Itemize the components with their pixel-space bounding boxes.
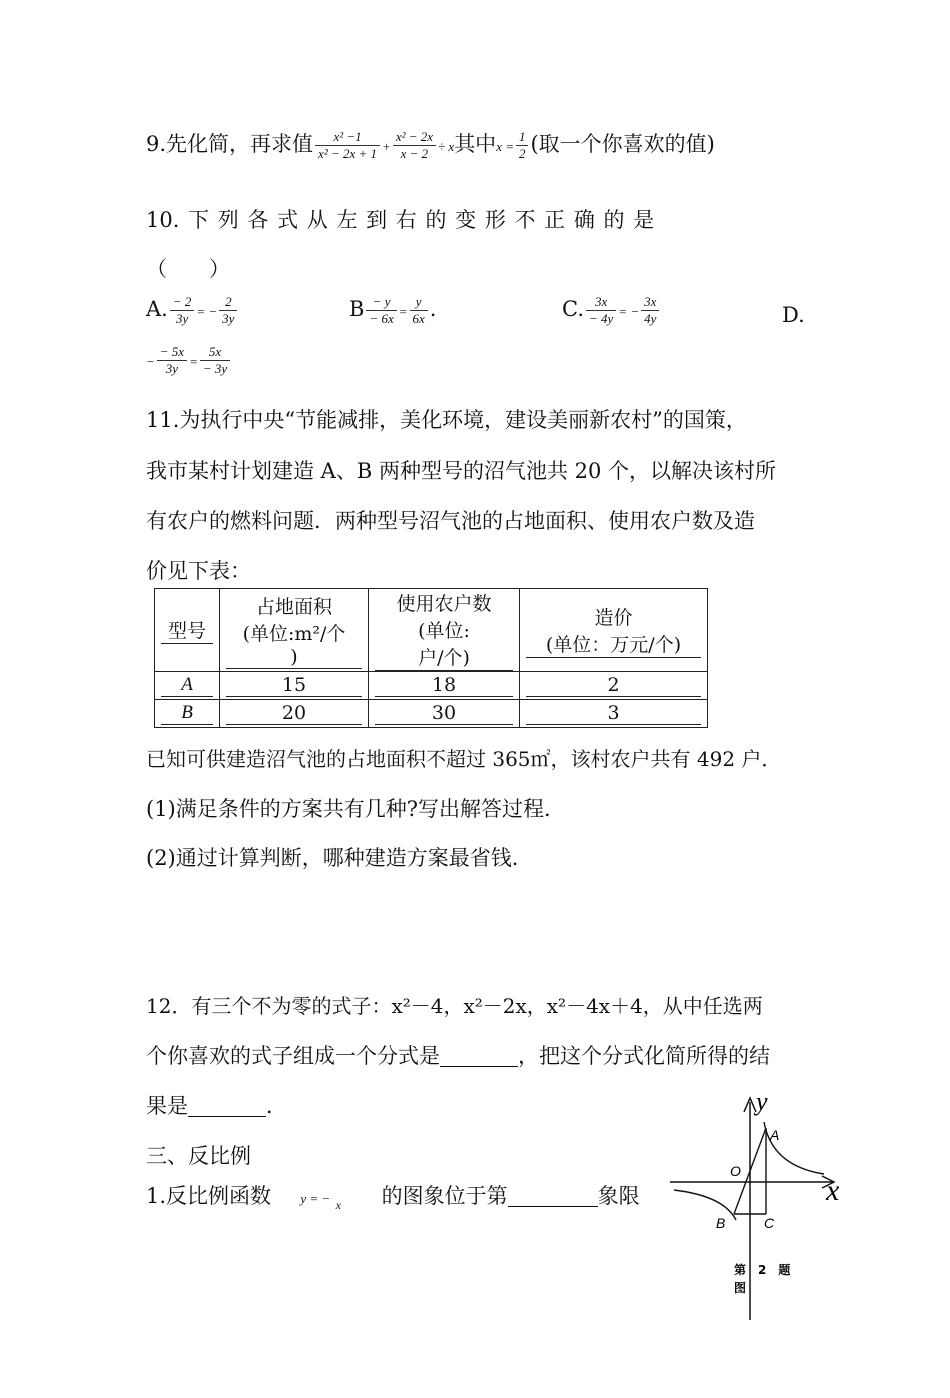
question-10-stem: 10. 下 列 各 式 从 左 到 右 的 变 形 不 正 确 的 是 bbox=[146, 208, 655, 232]
question-10-paren: （ ） bbox=[146, 257, 230, 281]
header-users: 使用农户数 (单位: 户/个) bbox=[369, 589, 520, 672]
header-model: 型号 bbox=[155, 589, 220, 672]
q10-option-b: B $\frac{- y}{- 6x}$ = $\frac{y}{6x}$ . bbox=[349, 294, 437, 326]
q12-line-2: 个你喜欢的式子组成一个分式是 ，把这个分式化简所得的结 bbox=[146, 1044, 770, 1068]
hyperbola-figure bbox=[664, 1088, 854, 1398]
q11-line-2: 我市某村计划建造 A、B 两种型号的沼气池共 20 个，以解决该村所 bbox=[146, 459, 777, 483]
header-cost: 造价 (单位：万元/个) bbox=[520, 589, 708, 672]
hyperbola-branch-q3 bbox=[674, 1190, 736, 1220]
q11-known: 已知可供建造沼气池的占地面积不超过 365㎡，该村农户共有 492 户． bbox=[146, 747, 782, 771]
section-title: 三、反比例 bbox=[146, 1144, 251, 1168]
point-c-label: C bbox=[764, 1215, 775, 1231]
table-row: A 15 18 2 bbox=[155, 672, 708, 700]
q11-line-4: 价见下表： bbox=[146, 559, 251, 583]
q12-line-3: 果是 ． bbox=[146, 1094, 287, 1118]
origin-label: O bbox=[730, 1163, 741, 1179]
point-a-label: A bbox=[770, 1127, 780, 1143]
q9-fraction-1: $\frac{\text{x² −1}}{\text{x² − 2x + 1}}$ bbox=[315, 129, 380, 162]
figure-caption-line-2: 图 bbox=[734, 1281, 747, 1295]
q10-option-c: C. $\frac{3x}{- 4y}$ = − $\frac{3x}{4y}$ bbox=[562, 294, 661, 327]
q12-line-1: 12．有三个不为零的式子：x²－4，x²－2x，x²－4x＋4，从中任选两 bbox=[146, 994, 763, 1018]
q10-option-d-label: D. bbox=[782, 303, 805, 327]
answer-blank-fraction[interactable] bbox=[440, 1046, 518, 1067]
question-9: 9.先化简，再求值 $\frac{\text{x² −1}}{\text{x² − 2x + 1}}$ + $\frac{\text{x² − 2x}}{x - 2}$ ÷ x其中x = $\frac{1}{2}$ (取一个你喜欢的值) bbox=[146, 129, 715, 161]
section3-q1: 1.反比例函数 y = − x 的图象位于第 象限 bbox=[146, 1184, 640, 1212]
table-header-row bbox=[155, 589, 708, 672]
q11-part-1: (1)满足条件的方案共有几种?写出解答过程． bbox=[146, 797, 566, 821]
y-axis-label: y bbox=[756, 1088, 768, 1116]
x-axis-label: x bbox=[826, 1174, 840, 1207]
q10-option-a: A. $\frac{- 2}{3y}$ = − $\frac{2}{3y}$ bbox=[146, 294, 239, 327]
point-b-label: B bbox=[716, 1215, 726, 1231]
biogas-spec-table bbox=[154, 588, 708, 728]
q9-prefix: 9.先化简，再求值 bbox=[146, 132, 314, 156]
header-area: 占地面积 (单位:m²/个 ) bbox=[220, 589, 369, 672]
figure-caption-line-1: 第 2 题 bbox=[734, 1263, 791, 1277]
q9-fraction-3: $\frac{1}{2}$ bbox=[516, 129, 529, 162]
q11-line-1: 11.为执行中央“节能减排，美化环境，建设美丽新农村”的国策， bbox=[146, 408, 747, 432]
q11-line-3: 有农户的燃料问题．两种型号沼气池的占地面积、使用农户数及造 bbox=[146, 509, 755, 533]
table-row: B 20 30 3 bbox=[155, 700, 708, 728]
answer-blank-quadrant[interactable] bbox=[508, 1186, 598, 1207]
q10-option-d: − $\frac{- 5x}{3y}$ = $\frac{5x}{- 3y}$ bbox=[146, 344, 232, 377]
q9-fraction-2: $\frac{\text{x² − 2x}}{x - 2}$ bbox=[393, 129, 436, 162]
answer-blank-result[interactable] bbox=[188, 1096, 266, 1117]
q11-part-2: (2)通过计算判断，哪种建造方案最省钱． bbox=[146, 846, 533, 870]
